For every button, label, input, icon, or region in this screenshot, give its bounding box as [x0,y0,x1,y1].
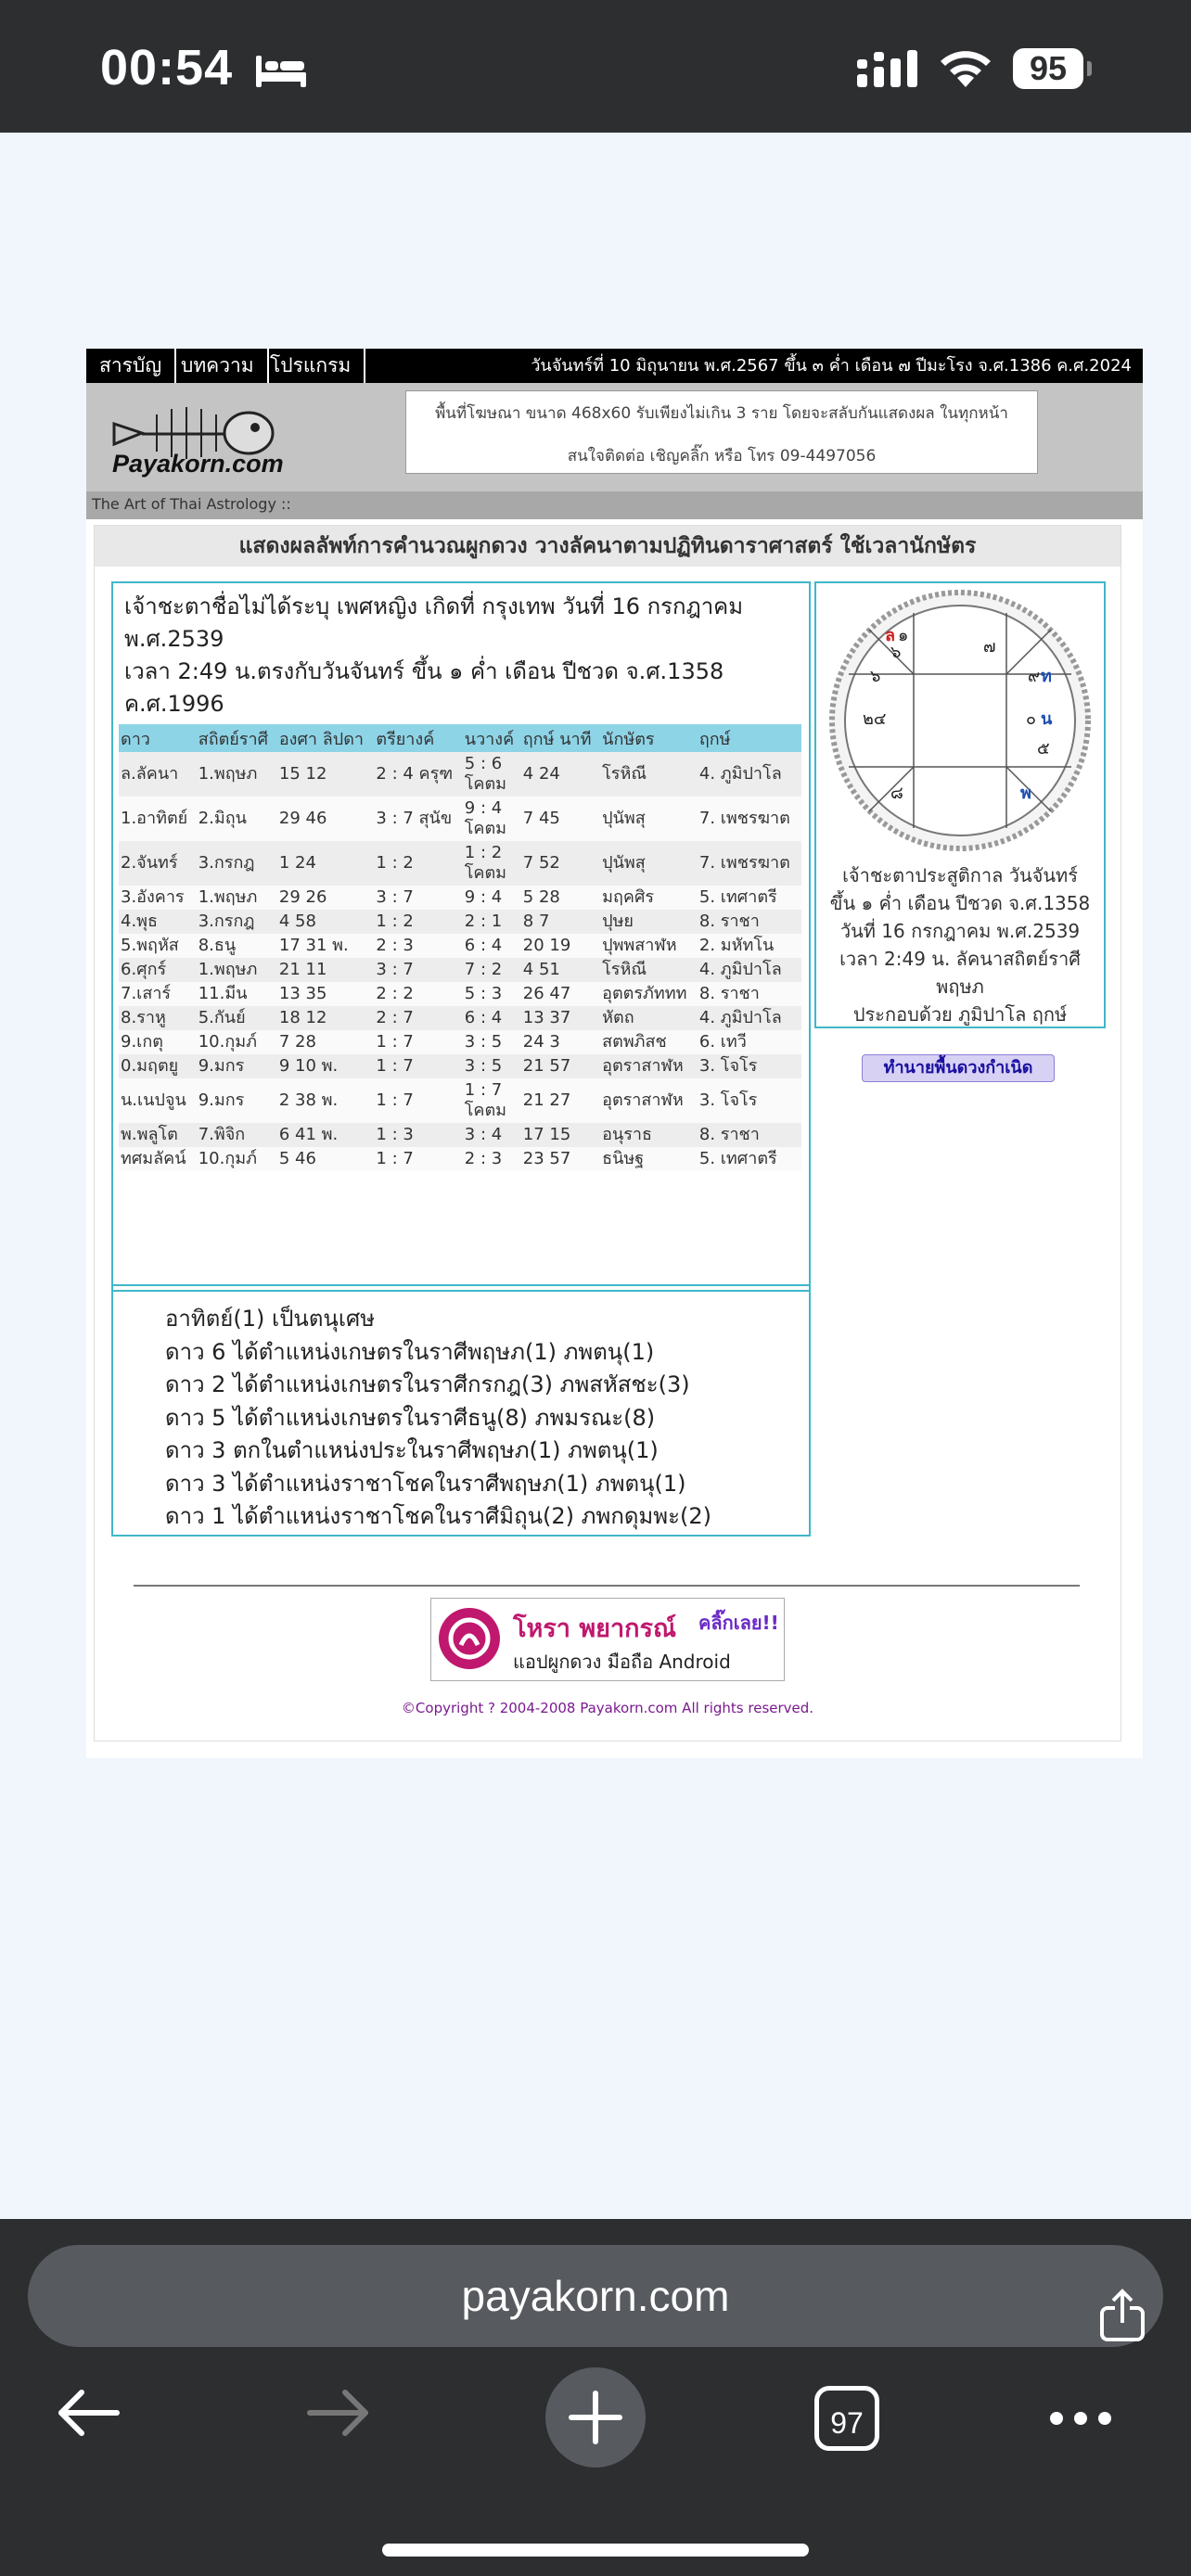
cell-nav: 3 : 4 [463,1123,521,1147]
cell-rk: 23 57 [521,1147,600,1171]
nav-item-articles[interactable]: บทความ [168,349,269,383]
cell-tri: 1 : 3 [374,1123,462,1147]
nav-item-programs[interactable]: โปรแกรม [257,349,365,383]
cell-nav: 1 : 7 โคตม [463,1078,521,1123]
table-row [119,1147,801,1171]
cell-rk: 8 7 [521,910,600,934]
back-arrow-icon[interactable] [56,2389,121,2437]
table-row [119,1054,801,1078]
cell-planet: 8.ราหู [119,1006,197,1030]
cell-naks: ปุนัพสุ [600,841,698,886]
cell-tri: 2 : 7 [374,1006,462,1030]
chart-label-lagna: ล [885,626,896,645]
info-line-1: เจ้าชะตาชื่อไม่ได้ระบุ เพศหญิง เกิดที่ กรุงเทพ วันที่ 16 กรกฎาคม [124,593,744,619]
col-planet: ดาว [119,724,197,752]
cell-tri: 1 : 7 [374,1054,462,1078]
top-navigation [86,349,1143,383]
prediction-notes-box [111,1286,811,1537]
table-row [119,841,801,886]
table-row [119,752,801,797]
cell-nav: 1 : 2 โคตม [463,841,521,886]
note-line: อาทิตย์(1) เป็นตนุเศษ [165,1306,376,1332]
cell-naks: อุตราสาฬห [600,1054,698,1078]
cell-rk2: 5. เทศาตรี [698,886,801,910]
cell-deg: 21 11 [277,958,375,982]
cell-tri: 3 : 7 [374,958,462,982]
cell-tri: 3 : 7 สุนัข [374,797,462,841]
caption-line: เวลา 2:49 น. ลัคนาสถิตย์ราศีพฤษภ [839,948,1081,998]
chart-label-24: ๒๔ [863,709,887,729]
wifi-icon [937,46,994,89]
cell-deg: 9 10 พ. [277,1054,375,1078]
table-row [119,797,801,841]
cell-naks: หัตถ [600,1006,698,1030]
cell-rk: 21 27 [521,1078,600,1123]
cell-sign: 9.มกร [197,1078,277,1123]
cell-deg: 15 12 [277,752,375,797]
table-header-row [119,724,801,752]
browser-toolbar [0,2219,1191,2576]
chart-label-t: ท [1041,667,1052,686]
status-time: 00:54 [100,40,234,96]
cell-rk: 26 47 [521,982,600,1006]
cell-sign: 5.กันย์ [197,1006,277,1030]
cell-deg: 17 31 พ. [277,934,375,958]
col-navang: นวางค์ [463,724,521,752]
divider [134,1585,1080,1587]
cell-planet: ทศมลัคน์ [119,1147,197,1171]
battery-indicator: 95 [1013,48,1083,89]
chart-label-p: พ [1020,784,1031,803]
cell-nav: 6 : 4 [463,1006,521,1030]
new-tab-button[interactable] [545,2367,646,2468]
cell-nav: 9 : 4 [463,886,521,910]
info-line-3: เวลา 2:49 น.ตรงกับวันจันทร์ ขึ้น ๑ ค่ำ เดือน ปีชวด จ.ศ.1358 [124,658,724,684]
cell-planet: 7.เสาร์ [119,982,197,1006]
ad-banner[interactable] [405,390,1038,474]
cell-planet: น.เนปจูน [119,1078,197,1123]
cell-rk: 5 28 [521,886,600,910]
cell-deg: 29 46 [277,797,375,841]
cell-nav: 9 : 4 โคตม [463,797,521,841]
more-icon[interactable] [1048,2409,1113,2428]
ad-line-2: สนใจติดต่อ เชิญคลิ๊ก หรือ โทร 09-4497056 [567,447,877,465]
url-text[interactable]: payakorn.com [461,2272,730,2320]
chart-label-7: ๗ [983,637,996,657]
result-panel [94,525,1121,1741]
cell-rk: 7 52 [521,841,600,886]
cell-deg: 6 41 พ. [277,1123,375,1147]
cell-rk: 20 19 [521,934,600,958]
table-row [119,934,801,958]
cell-naks: สตพภิสช [600,1030,698,1054]
chart-label-9: ๙ [1028,667,1041,686]
chart-caption [816,861,1104,1028]
col-rerk-name: ฤกษ์ [698,724,801,752]
birth-info-box [111,581,811,1292]
cell-tri: 1 : 2 [374,841,462,886]
cell-tri: 2 : 4 ครุฑ [374,752,462,797]
cell-rk2: 4. ภูมิปาโล [698,1006,801,1030]
table-row [119,958,801,982]
horoscope-wheel [826,583,1095,858]
cell-rk: 4 24 [521,752,600,797]
note-line: ดาว 2 ได้ตำแหน่งเกษตรในราศีกรกฎ(3) ภพสหัสชะ(3) [165,1371,690,1397]
cell-sign: 1.พฤษภ [197,886,277,910]
cell-rk: 7 45 [521,797,600,841]
share-icon[interactable] [1096,2288,1148,2343]
cell-planet: 6.ศุกร์ [119,958,197,982]
copyright-text: ©Copyright ? 2004-2008 Payakorn.com All rights reserved. [401,1700,814,1716]
cell-deg: 13 35 [277,982,375,1006]
planet-rows [119,752,801,1171]
col-minute-label: ลิปดา [322,729,365,749]
cell-deg: 29 26 [277,886,375,910]
cell-rk2: 8. ราชา [698,910,801,934]
cell-deg: 7 28 [277,1030,375,1054]
caption-line: เจ้าชะตาประสูติกาล วันจันทร์ [842,864,1078,886]
cell-naks: โรหิณี [600,752,698,797]
page-title: แสดงผลลัพท์การคำนวณผูกดวง วางลัคนาตามปฏิทินดาราศาสตร์ ใช้เวลานักษัตร [95,526,1121,567]
cell-naks: อุตราสาฬห [600,1078,698,1123]
note-line: ดาว 3 ตกในตำแหน่งประในราศีพฤษภ(1) ภพตนุ(1) [165,1437,659,1463]
horoscope-chart-box [814,581,1106,1028]
cell-nav: 2 : 1 [463,910,521,934]
cell-rk: 13 37 [521,1006,600,1030]
cell-naks: มฤคศิร [600,886,698,910]
cell-rk2: 4. ภูมิปาโล [698,752,801,797]
cell-rk2: 7. เพชรฆาต [698,797,801,841]
note-line: ดาว 5 ได้ตำแหน่งเกษตรในราศีธนู(8) ภพมรณะ(8) [165,1404,656,1431]
cell-tri: 1 : 7 [374,1030,462,1054]
caption-line: วันที่ 16 กรกฎาคม พ.ศ.2539 [839,920,1081,942]
note-line: ดาว 3 ได้ตำแหน่งราชาโชคในราศีพฤษภ(1) ภพตนุ(1) [165,1470,686,1497]
chart-label-n: น [1041,709,1053,729]
address-bar[interactable] [28,2245,1163,2347]
chart-label-5: ๕ [1037,739,1050,759]
col-degree-label: องศา [278,729,318,749]
cell-rk2: 8. ราชา [698,1123,801,1147]
cell-tri: 1 : 7 [374,1147,462,1171]
cell-nav: 5 : 3 [463,982,521,1006]
site-header [86,383,1143,491]
cell-sign: 1.พฤษภ [197,958,277,982]
cell-sign: 8.ธนู [197,934,277,958]
cell-rk2: 5. เทศาตรี [698,1147,801,1171]
cell-rk: 17 15 [521,1123,600,1147]
cell-planet: 3.อังคาร [119,886,197,910]
tabs-button[interactable]: 97 [814,2386,879,2451]
cell-rk2: 3. โจโร [698,1078,801,1123]
note-line: ดาว 1 ได้ตำแหน่งราชาโชคในราศีมิถุน(2) ภพกดุมพะ(2) [165,1503,711,1529]
cell-nav: 3 : 5 [463,1054,521,1078]
cell-rk2: 3. โจโร [698,1054,801,1078]
planet-positions-table [119,724,801,1171]
cell-deg: 2 38 พ. [277,1078,375,1123]
table-row [119,886,801,910]
cell-tri: 1 : 7 [374,1078,462,1123]
cell-planet: พ.พลูโต [119,1123,197,1147]
cell-tri: 2 : 2 [374,982,462,1006]
cell-deg: 1 24 [277,841,375,886]
col-rerk [521,724,600,752]
nav-date: วันจันทร์ที่ 10 มิถุนายน พ.ศ.2567 ขึ้น ๓ ค่ำ เดือน ๗ ปีมะโรง จ.ศ.1386 ค.ศ.2024 [531,356,1132,376]
cell-naks: อุตตรภัททท [600,982,698,1006]
cell-rk2: 6. เทวี [698,1030,801,1054]
cell-sign: 11.มีน [197,982,277,1006]
col-naksat: นักษัตร [600,724,698,752]
cell-naks: ปุพพสาฬห [600,934,698,958]
cell-planet: ล.ลัคนา [119,752,197,797]
cell-nav: 7 : 2 [463,958,521,982]
cell-tri: 1 : 2 [374,910,462,934]
cell-sign: 2.มิถุน [197,797,277,841]
cell-planet: 1.อาทิตย์ [119,797,197,841]
col-sign: สถิตย์ราศี [197,724,277,752]
cell-sign: 10.กุมภ์ [197,1030,277,1054]
logo-text[interactable]: Payakorn.com [112,450,284,478]
cell-nav: 6 : 4 [463,934,521,958]
plus-icon [545,2367,646,2468]
table-row [119,910,801,934]
app-click-link[interactable]: คลิ๊กเลย!! [698,1612,779,1634]
predict-birth-chart-button[interactable]: ทำนายพื้นดวงกำเนิด [862,1054,1055,1082]
cell-planet: 9.เกตุ [119,1030,197,1054]
note-line: ดาว 6 ได้ตำแหน่งเกษตรในราศีพฤษภ(1) ภพตนุ(1) [165,1338,655,1365]
home-indicator [382,2544,809,2557]
ad-line-1: พื้นที่โฆษณา ขนาด 468x60 รับเพียงไม่เกิน 3 ราย โดยจะสลับกันแสดงผล ในทุกหน้า [435,404,1008,423]
cell-rk2: 8. ราชา [698,982,801,1006]
chart-label-0: ๐ [1026,709,1036,729]
cell-rk2: 7. เพชรฆาต [698,841,801,886]
cell-naks: ธนิษฐ [600,1147,698,1171]
col-triyang: ตรียางค์ [374,724,462,752]
cell-sign: 3.กรกฎ [197,841,277,886]
sleep-focus-icon [254,52,308,89]
table-row [119,982,801,1006]
tagline: The Art of Thai Astrology :: [92,495,291,513]
forward-arrow-icon[interactable] [306,2389,371,2437]
cell-naks: ปุษย [600,910,698,934]
chart-label-6b: ๖ [870,667,881,686]
table-row [119,1123,801,1147]
cell-rk: 4 51 [521,958,600,982]
cell-planet: 0.มฤตยู [119,1054,197,1078]
chart-label-6a: ๖ [890,643,902,662]
status-bar [0,0,1191,133]
cell-naks: โรหิณี [600,958,698,982]
table-row [119,1078,801,1123]
cellular-signal-icon [857,50,920,87]
cell-planet: 4.พุธ [119,910,197,934]
cell-nav: 2 : 3 [463,1147,521,1171]
cell-sign: 9.มกร [197,1054,277,1078]
payakorn-site [86,349,1143,1758]
nav-item-contents[interactable]: สารบัญ [86,349,176,383]
info-line-4: ค.ศ.1996 [124,691,224,717]
cell-rk2: 4. ภูมิปาโล [698,958,801,982]
cell-naks: ปุนัพสุ [600,797,698,841]
caption-line: ขึ้น ๑ ค่ำ เดือน ปีชวด จ.ศ.1358 [829,892,1091,914]
cell-sign: 7.พิจิก [197,1123,277,1147]
prediction-notes [165,1303,711,1534]
cell-nav: 3 : 5 [463,1030,521,1054]
col-degree [277,724,375,752]
info-line-2: พ.ศ.2539 [124,626,224,652]
cell-sign: 1.พฤษภ [197,752,277,797]
cell-rk: 24 3 [521,1030,600,1054]
cell-planet: 2.จันทร์ [119,841,197,886]
battery-tip [1087,61,1092,76]
app-logo-icon [439,1608,500,1669]
app-banner[interactable] [430,1598,785,1681]
cell-rk: 21 57 [521,1054,600,1078]
app-logo-glyph-icon [439,1608,500,1669]
cell-deg: 4 58 [277,910,375,934]
cell-tri: 3 : 7 [374,886,462,910]
col-nati-label: นาที [559,729,592,749]
chart-label-8: ๘ [890,784,903,803]
col-rerk-label: ฤกษ์ [522,729,555,749]
cell-planet: 5.พฤหัส [119,934,197,958]
cell-deg: 18 12 [277,1006,375,1030]
app-subtitle: แอปผูกดวง มือถือ Android [513,1651,731,1673]
table-row [119,1030,801,1054]
cell-rk2: 2. มหัทโน [698,934,801,958]
app-title: โหรา พยากรณ์ [513,1614,677,1643]
caption-line: ประกอบด้วย ภูมิปาโล ฤกษ์ [852,1003,1068,1026]
birth-info-text [124,591,792,721]
cell-naks: อนุราธ [600,1123,698,1147]
cell-deg: 5 46 [277,1147,375,1171]
chart-label-1: ๑ [898,626,909,645]
cell-sign: 3.กรกฎ [197,910,277,934]
cell-nav: 5 : 6 โคตม [463,752,521,797]
cell-tri: 2 : 3 [374,934,462,958]
table-row [119,1006,801,1030]
cell-sign: 10.กุมภ์ [197,1147,277,1171]
tagline-band [86,491,1143,519]
